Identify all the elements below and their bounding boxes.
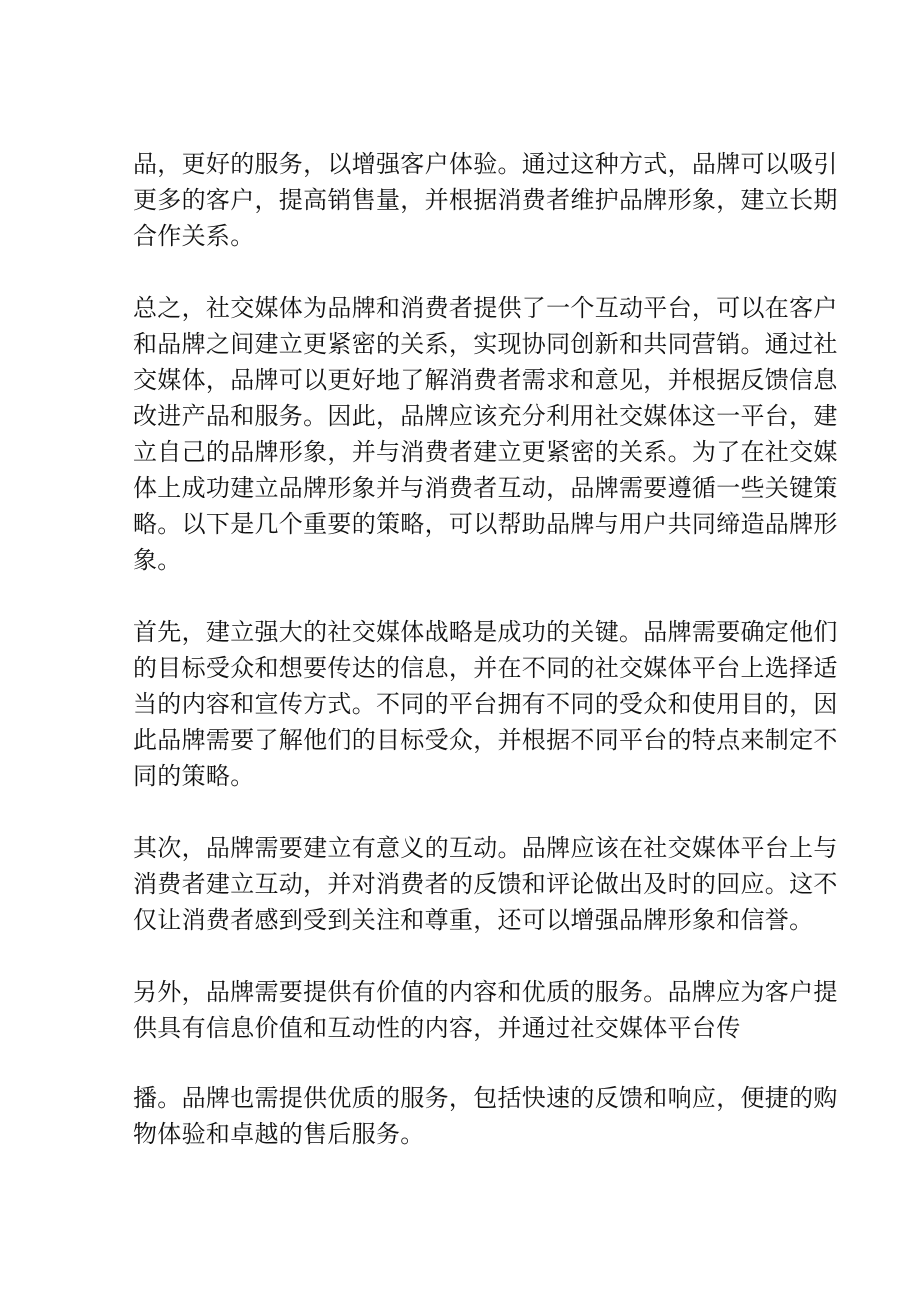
text-line: 交媒体，品牌可以更好地了解消费者需求和意见，并根据反馈信息	[133, 366, 838, 394]
text-line: 品，更好的服务，以增强客户体验。通过这种方式，品牌可以吸引	[133, 150, 838, 178]
text-line: 更多的客户，提高销售量，并根据消费者维护品牌形象，建立长期	[133, 186, 838, 214]
paragraph-3	[133, 614, 838, 794]
text-line: 象。	[133, 546, 182, 574]
paragraph-4	[133, 830, 838, 938]
text-line: 首先，建立强大的社交媒体战略是成功的关键。品牌需要确定他们	[133, 618, 838, 646]
text-line: 物体验和卓越的售后服务。	[133, 1120, 425, 1148]
text-line: 立自己的品牌形象，并与消费者建立更紧密的关系。为了在社交媒	[133, 438, 838, 466]
paragraph-5	[133, 974, 838, 1046]
text-line: 略。以下是几个重要的策略，可以帮助品牌与用户共同缔造品牌形	[133, 510, 838, 538]
text-line: 其次，品牌需要建立有意义的互动。品牌应该在社交媒体平台上与	[133, 834, 838, 862]
text-line: 体上成功建立品牌形象并与消费者互动，品牌需要遵循一些关键策	[133, 474, 838, 502]
text-line: 此品牌需要了解他们的目标受众，并根据不同平台的特点来制定不	[133, 726, 838, 754]
text-line: 改进产品和服务。因此，品牌应该充分利用社交媒体这一平台，建	[133, 402, 838, 430]
text-line: 总之，社交媒体为品牌和消费者提供了一个互动平台，可以在客户	[133, 294, 838, 322]
paragraph-6	[133, 1080, 838, 1152]
text-line: 供具有信息价值和互动性的内容，并通过社交媒体平台传	[133, 1014, 741, 1042]
text-line: 的目标受众和想要传达的信息，并在不同的社交媒体平台上选择适	[133, 654, 838, 682]
text-line: 当的内容和宣传方式。不同的平台拥有不同的受众和使用目的，因	[133, 690, 838, 718]
text-line: 同的策略。	[133, 762, 255, 790]
text-line: 合作关系。	[133, 222, 255, 250]
text-line: 消费者建立互动，并对消费者的反馈和评论做出及时的回应。这不	[133, 870, 838, 898]
text-line: 仅让消费者感到受到关注和尊重，还可以增强品牌形象和信誉。	[133, 906, 814, 934]
paragraph-1	[133, 146, 838, 254]
paragraph-2	[133, 290, 838, 578]
text-line: 另外，品牌需要提供有价值的内容和优质的服务。品牌应为客户提	[133, 978, 838, 1006]
document-body	[133, 146, 838, 1188]
text-line: 和品牌之间建立更紧密的关系，实现协同创新和共同营销。通过社	[133, 330, 838, 358]
text-line: 播。品牌也需提供优质的服务，包括快速的反馈和响应，便捷的购	[133, 1084, 838, 1112]
